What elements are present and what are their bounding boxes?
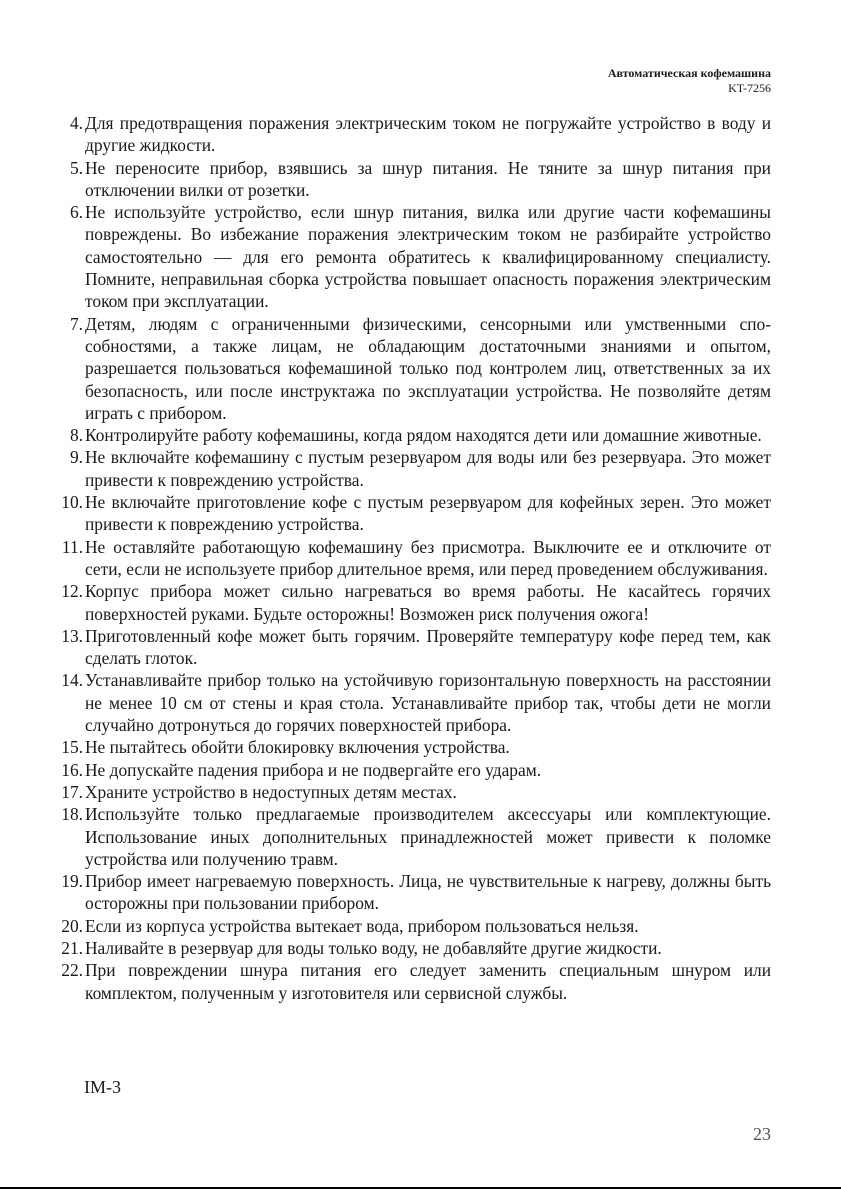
item-number: 13. [61,625,83,646]
product-title: Автоматическая кофемашина [607,66,771,80]
item-number: 21. [61,937,83,958]
list-item [50,870,771,915]
item-text: При повреждении шнура питания его следует заменить специальным шнуром или комплектом, полученным у изготовителя или сервисной службы. [85,960,771,1003]
item-text: Храните устройство в недоступных детям местах. [85,781,457,802]
item-number: 6. [69,202,83,223]
item-text: Не допускайте падения прибора и не подвергайте его ударам. [85,759,542,780]
list-item [50,201,771,312]
list-item [50,736,771,758]
document-code: IM-3 [84,1077,121,1097]
item-text: Не пытайтесь обойти блокировку включения устройства. [85,737,510,758]
page-number: 23 [753,1124,771,1144]
list-item [50,491,771,536]
item-number: 17. [61,781,83,802]
list-item [50,781,771,803]
item-text: Прибор имеет нагреваемую поверхность. Лица, не чувствительные к нагреву, должны быть осторожны при пользовании прибором. [85,871,771,914]
item-number: 8. [69,425,83,446]
item-number: 15. [61,737,83,758]
item-text: Устанавливайте прибор только на устойчивую горизонтальную поверхность на расстоянии не менее 10 см от стены и края стола. Устанавливайте прибор так, чтобы дети не могли случайно дотронуться до горячих поверхностей прибора. [85,670,771,736]
item-number: 5. [69,157,83,178]
item-number: 7. [69,313,83,334]
item-text: Контролируйте работу кофемашины, когда рядом находятся дети или домашние животные. [85,425,762,446]
item-number: 14. [61,670,83,691]
list-item [50,112,771,157]
item-text: Не используйте устройство, если шнур питания, вилка или другие части кофемашины повреждены. Во избежание поражения электрическим током не разбирайте устройство самостоятельно — для его ремонта обратитесь к квалифицированному специалисту. Помните, неправильная сборка устройства повышает опасность поражения электрическим током при эксплуатации. [85,202,771,312]
item-number: 12. [61,581,83,602]
list-item [50,313,771,424]
list-item [50,937,771,959]
bottom-divider [0,1187,841,1189]
item-number: 22. [61,960,83,981]
item-number: 9. [69,447,83,468]
item-number: 19. [61,871,83,892]
list-item [50,157,771,202]
list-item [50,580,771,625]
item-number: 11. [61,536,83,557]
item-text: Используйте только предлагаемые производителем аксессуары или комплектующие. Использование иных дополнительных принадлежностей может привести к поломке устройства или получению травм. [85,804,771,869]
product-model: KT-7256 [728,81,771,95]
item-text: Наливайте в резервуар для воды только воду, не добавляйте другие жидкости. [85,937,662,958]
item-text: Если из корпуса устройства вытекает вода, прибором пользоваться нельзя. [85,915,639,936]
list-item [50,915,771,937]
page-header [608,66,771,96]
item-text: Не включайте приготовление кофе с пустым резервуаром для кофейных зерен. Это может привести к повреждению устройства. [85,492,771,535]
list-item [50,669,771,736]
list-item [50,759,771,781]
list-item [50,625,771,670]
item-text: Детям, людям с ограниченными физическими, сенсорными или умственными способностями, а также лицам, не обладающим достаточными знаниями и опытом, разрешается пользоваться кофемашиной только под контролем лиц, ответственных за их безопасность, или после инструктажа по эксплуатации устройства. Не позволяйте детям играть с прибором. [85,313,771,423]
item-text: Корпус прибора может сильно нагреваться во время работы. Не касайтесь горячих поверхностей руками. Будьте осторожны! Возможен риск получения ожога! [85,581,771,624]
item-text: Не включайте кофемашину с пустым резервуаром для воды или без резервуара. Это может привести к повреждению устройства. [85,447,771,490]
list-item [50,424,771,446]
item-text: Для предотвращения поражения электрическим током не погружайте устройство в воду и другие жидкости. [85,113,771,156]
list-item [50,959,771,1004]
list-item [50,536,771,581]
list-item [50,803,771,870]
item-number: 18. [61,804,83,825]
item-text: Не оставляйте работающую кофемашину без присмотра. Выключите ее и отключите от сети, если не используете прибор длительное время, или перед проведением обслуживания. [85,536,771,579]
item-number: 4. [69,113,83,133]
item-number: 20. [61,915,83,936]
safety-instructions-list [50,112,771,1004]
item-number: 10. [61,492,83,513]
item-number: 16. [61,759,83,780]
list-item [50,446,771,491]
item-text: Не переносите прибор, взявшись за шнур питания. Не тяните за шнур питания при отключении вилки от розетки. [85,157,771,200]
item-text: Приготовленный кофе может быть горячим. Проверяйте температуру кофе перед тем, как сделать глоток. [85,625,771,669]
